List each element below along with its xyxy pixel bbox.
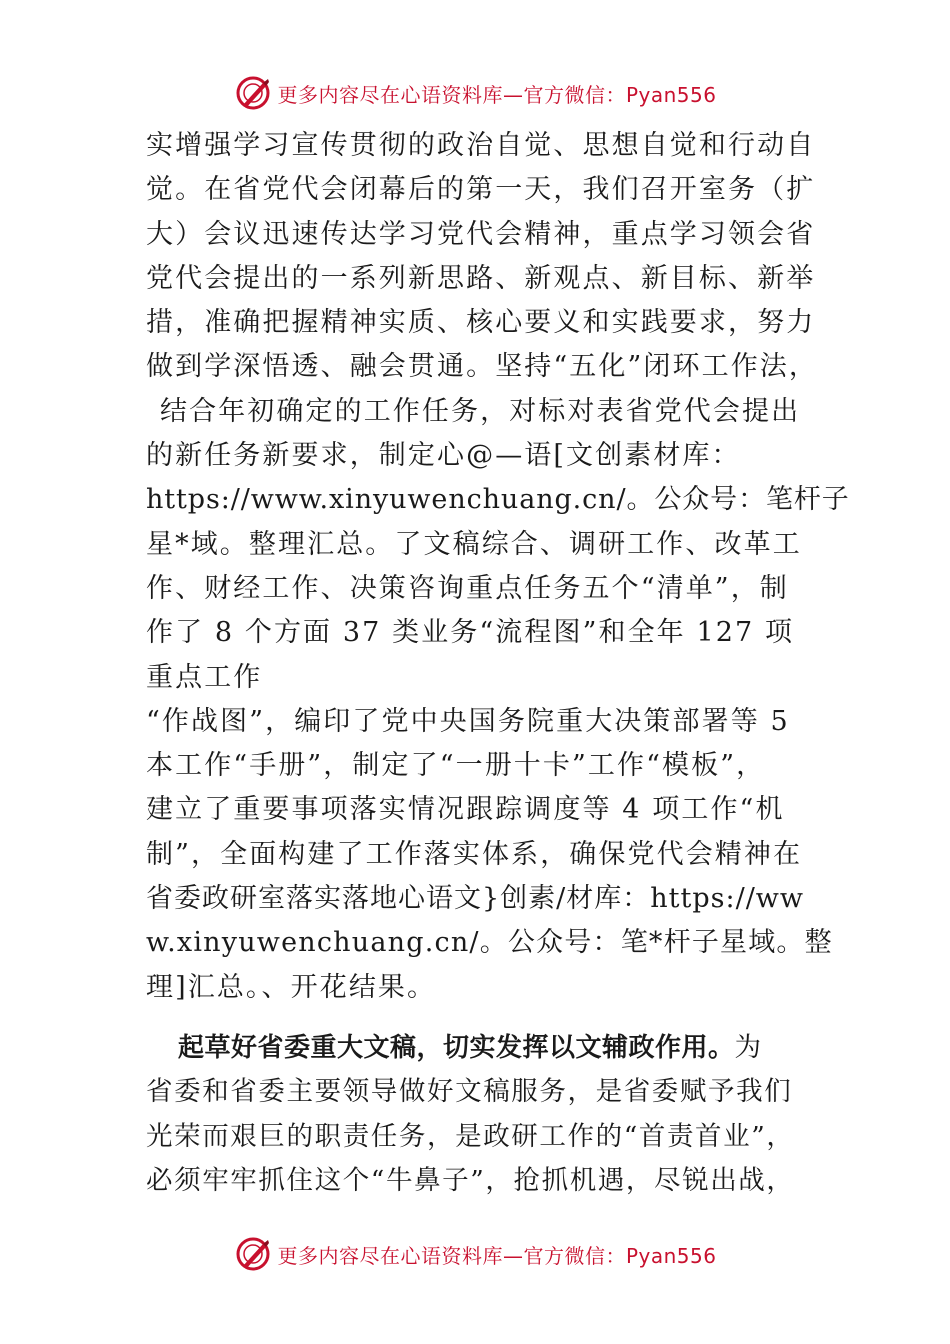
text-line: 理]汇总。、开花结果。	[146, 971, 437, 1003]
paragraph-1	[146, 124, 850, 1010]
text-line: https://www.xinyuwenchuang.cn/。公众号：笔杆子	[146, 484, 850, 516]
text-line: 作了 8 个方面 37 类业务“流程图”和全年 127 项	[146, 617, 795, 649]
text-line: 的新任务新要求，制定心@—语[文创素材库：	[146, 440, 741, 472]
text-line: 做到学深悟透、融会贯通。坚持“五化”闭环工作法，	[146, 351, 819, 383]
footer-text: 更多内容尽在心语资料库—官方微信：Pyan556	[277, 1243, 717, 1268]
text-line: 大）会议迅速传达学习党代会精神，重点学习领会省	[146, 218, 816, 250]
text-line: 觉。在省党代会闭幕后的第一天，我们召开室务（扩	[146, 174, 816, 206]
text-line: 光荣而艰巨的职责任务，是政研工作的“首责首业”，	[146, 1120, 795, 1152]
pen-logo-icon	[233, 73, 273, 113]
text-line: 结合年初确定的工作任务，对标对表省党代会提出	[160, 395, 801, 427]
text-line: 星*域。整理汇总。了文稿综合、调研工作、改革工	[146, 528, 802, 560]
text-line: 省委和省委主要领导做好文稿服务，是省委赋予我们	[146, 1076, 793, 1108]
text-line: 措，准确把握精神实质、核心要义和实践要求，努力	[146, 307, 816, 339]
text-line: “作战图”，编印了党中央国务院重大决策部署等 5	[146, 705, 790, 737]
document-body	[146, 124, 850, 1203]
text-line: 本工作“手册”，制定了“一册十卡”工作“模板”，	[146, 750, 766, 782]
header-banner	[0, 71, 950, 115]
text-line: 建立了重要事项落实情况跟踪调度等 4 项工作“机	[146, 794, 785, 826]
footer-banner	[0, 1232, 950, 1276]
text-line: w.xinyuwenchuang.cn/。公众号：笔*杆子星域。整	[146, 927, 833, 959]
text-line: 重点工作	[146, 661, 263, 693]
text-line: 省委政研室落实落地心语文}创素/材库：https://ww	[146, 883, 805, 915]
header-text: 更多内容尽在心语资料库—官方微信：Pyan556	[277, 82, 717, 107]
text-line	[146, 1026, 810, 1070]
text-line: 制”，全面构建了工作落实体系，确保党代会精神在	[146, 838, 803, 870]
text-line: 作、财经工作、决策咨询重点任务五个“清单”，制	[146, 572, 789, 604]
pen-logo-icon	[233, 1234, 273, 1274]
text-line: 实增强学习宣传贯彻的政治自觉、思想自觉和行动自	[146, 130, 816, 161]
paragraph-2	[146, 1026, 810, 1203]
text-line: 必须牢牢抓住这个“牛鼻子”，抢抓机遇，尽锐出战，	[146, 1164, 795, 1196]
text-line: 党代会提出的一系列新思路、新观点、新目标、新举	[146, 262, 816, 294]
text-fragment: 为	[734, 1031, 763, 1063]
paragraph-heading: 起草好省委重大文稿，切实发挥以文辅政作用。	[178, 1032, 735, 1063]
